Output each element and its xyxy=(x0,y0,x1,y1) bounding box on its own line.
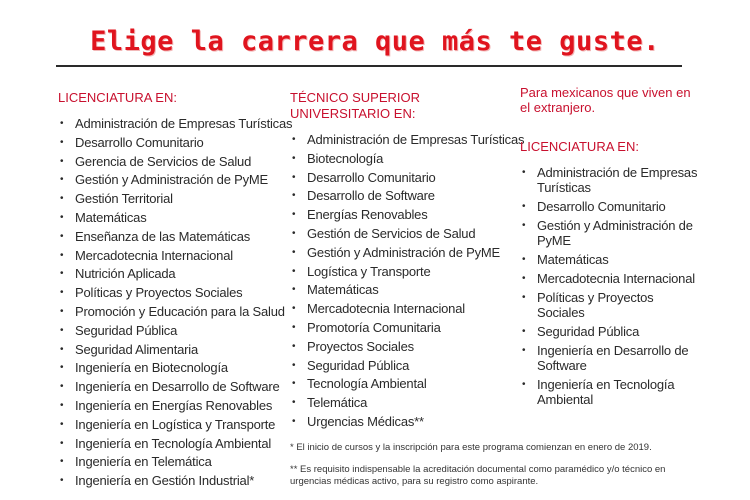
column-heading: LICENCIATURA EN: xyxy=(58,90,177,105)
column-heading: TÉCNICO SUPERIOR UNIVERSITARIO EN: xyxy=(290,90,421,121)
list-item: • Gestión Territorial xyxy=(58,191,280,210)
list-item: • Políticas y Proyectos Sociales xyxy=(520,290,700,320)
list-item: • Ingeniería en Tecnología Ambiental xyxy=(520,377,700,407)
list-item: • Tecnología Ambiental xyxy=(290,376,515,395)
list-item: • Matemáticas xyxy=(290,282,515,301)
list-item: • Gestión de Servicios de Salud xyxy=(290,226,515,245)
list-item: • Urgencias Médicas** xyxy=(290,414,515,433)
list-item: • Seguridad Alimentaria xyxy=(58,342,280,361)
list-item: • Desarrollo Comunitario xyxy=(290,170,515,189)
list-item: • Ingeniería en Desarrollo de Software xyxy=(520,343,700,373)
footnote-1: * El inicio de cursos y la inscripción para este programa comienzan en enero de 2019. xyxy=(290,442,652,453)
list-item: • Ingeniería en Gestión Industrial* xyxy=(58,473,280,492)
list-item: • Desarrollo de Software xyxy=(290,188,515,207)
list-item: • Administración de Empresas Turísticas xyxy=(58,116,280,135)
column-licenciatura xyxy=(58,90,293,492)
list-item: • Administración de Empresas Turísticas xyxy=(290,132,515,151)
career-list xyxy=(520,165,700,407)
divider xyxy=(56,65,682,67)
list-item: • Seguridad Pública xyxy=(520,324,700,339)
list-item: • Ingeniería en Logística y Transporte xyxy=(58,417,280,436)
list-item: • Mercadotecnia Internacional xyxy=(520,271,700,286)
list-item: • Promoción y Educación para la Salud xyxy=(58,304,280,323)
column-heading: LICENCIATURA EN: xyxy=(520,139,639,154)
list-item: • Gerencia de Servicios de Salud xyxy=(58,154,280,173)
list-item: • Seguridad Pública xyxy=(290,358,515,377)
list-item: • Matemáticas xyxy=(520,252,700,267)
list-item: • Proyectos Sociales xyxy=(290,339,515,358)
career-list xyxy=(58,116,293,492)
list-item: • Mercadotecnia Internacional xyxy=(58,248,280,267)
column-abroad xyxy=(520,85,700,411)
list-item: • Enseñanza de las Matemáticas xyxy=(58,229,280,248)
list-item: • Logística y Transporte xyxy=(290,264,515,283)
list-item: • Administración de Empresas Turísticas xyxy=(520,165,700,195)
page-title: Elige la carrera que más te guste. xyxy=(90,26,660,57)
list-item: • Promotoría Comunitaria xyxy=(290,320,515,339)
list-item: • Ingeniería en Tecnología Ambiental xyxy=(58,436,280,455)
abroad-note: Para mexicanos que viven en el extranjero. xyxy=(520,85,691,115)
list-item: • Seguridad Pública xyxy=(58,323,280,342)
list-item: • Mercadotecnia Internacional xyxy=(290,301,515,320)
list-item: • Gestión y Administración de PyME xyxy=(290,245,515,264)
list-item: • Ingeniería en Energías Renovables xyxy=(58,398,280,417)
list-item: • Nutrición Aplicada xyxy=(58,266,280,285)
list-item: • Desarrollo Comunitario xyxy=(58,135,280,154)
list-item: • Biotecnología xyxy=(290,151,515,170)
list-item: • Ingeniería en Biotecnología xyxy=(58,360,280,379)
list-item: • Gestión y Administración de PyME xyxy=(520,218,700,248)
list-item: • Políticas y Proyectos Sociales xyxy=(58,285,280,304)
career-list xyxy=(290,132,525,433)
footnote-2: ** Es requisito indispensable la acreditación documental como paramédico y/o técnico en urgencias médicas activo, para su registro como aspirante. xyxy=(290,464,666,487)
list-item: • Matemáticas xyxy=(58,210,280,229)
list-item: • Ingeniería en Telemática xyxy=(58,454,280,473)
list-item: • Telemática xyxy=(290,395,515,414)
column-tsu xyxy=(290,90,525,433)
list-item: • Ingeniería en Desarrollo de Software xyxy=(58,379,280,398)
list-item: • Energías Renovables xyxy=(290,207,515,226)
list-item: • Gestión y Administración de PyME xyxy=(58,172,280,191)
list-item: • Desarrollo Comunitario xyxy=(520,199,700,214)
